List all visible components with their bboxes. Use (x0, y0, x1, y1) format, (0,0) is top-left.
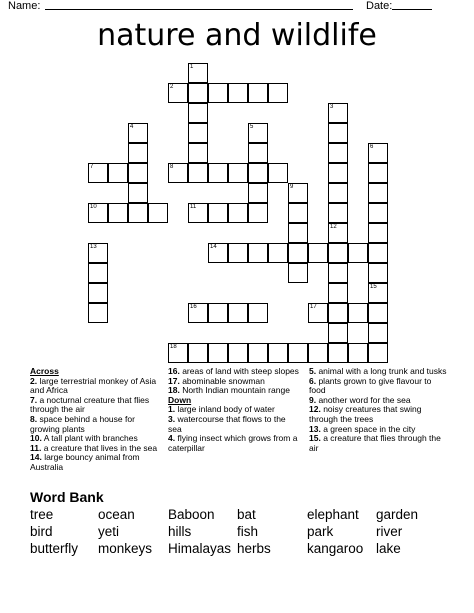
clue-number: 17. (168, 375, 180, 386)
grid-cell[interactable] (228, 83, 248, 103)
clue-text: a green space in the city (320, 423, 416, 434)
clue-number-label: 6 (370, 144, 374, 150)
grid-cell[interactable] (288, 343, 308, 363)
clue-number-label: 8 (170, 164, 174, 170)
grid-cell[interactable] (208, 203, 228, 223)
grid-cell[interactable] (128, 183, 148, 203)
grid-cell[interactable] (208, 243, 228, 263)
grid-cell[interactable] (368, 203, 388, 223)
grid-cell[interactable] (188, 83, 208, 103)
clue-number-label: 14 (210, 244, 217, 250)
clue-text: space behind a house for growing plants (30, 413, 135, 434)
grid-cell[interactable] (208, 343, 228, 363)
clue-text: abominable snowman (179, 375, 265, 386)
grid-cell[interactable] (88, 163, 108, 183)
clue-number-label: 10 (90, 204, 97, 210)
grid-cell[interactable] (168, 83, 188, 103)
grid-cell[interactable] (348, 343, 368, 363)
grid-cell[interactable] (328, 183, 348, 203)
clue-item (309, 377, 447, 396)
word-bank-word: elephant (307, 507, 359, 522)
grid-cell[interactable] (108, 203, 128, 223)
clue-item (30, 396, 158, 415)
word-bank-word: tree (30, 507, 54, 522)
grid-cell[interactable] (248, 203, 268, 223)
grid-cell[interactable] (328, 323, 348, 343)
clue-number-label: 7 (90, 164, 94, 170)
word-bank-word: garden (376, 507, 419, 522)
grid-cell[interactable] (248, 83, 268, 103)
word-bank-word: river (376, 524, 403, 539)
clue-number-label: 2 (170, 84, 174, 90)
clue-number: 10. (30, 433, 42, 444)
clue-text: noisy creatures that swing through the trees (309, 404, 422, 424)
clue-number: 15. (309, 433, 321, 444)
clue-text: North Indian mountain range (179, 385, 290, 396)
grid-cell[interactable] (248, 143, 268, 163)
grid-cell[interactable] (188, 143, 208, 163)
clue-number-label: 18 (170, 344, 177, 350)
word-bank-word: park (307, 524, 334, 539)
clue-text: A tall plant with branches (41, 433, 138, 444)
grid-cell[interactable] (328, 243, 348, 263)
clue-item (168, 434, 300, 453)
grid-cell[interactable] (88, 303, 108, 323)
clue-number: 4. (168, 433, 176, 444)
grid-cell[interactable] (368, 223, 388, 243)
clue-number-label: 15 (370, 284, 377, 290)
grid-cell[interactable] (188, 163, 208, 183)
grid-cell[interactable] (328, 123, 348, 143)
clue-item (30, 415, 158, 434)
clue-number-label: 16 (190, 304, 197, 310)
clue-text: animal with a long trunk and tusks (316, 366, 447, 376)
page-title: nature and wildlife (97, 18, 377, 53)
grid-cell[interactable] (308, 303, 328, 323)
grid-cell[interactable] (288, 183, 308, 203)
grid-cell[interactable] (328, 343, 348, 363)
grid-cell[interactable] (368, 323, 388, 343)
grid-cell[interactable] (368, 183, 388, 203)
grid-cell[interactable] (268, 243, 288, 263)
grid-cell[interactable] (88, 283, 108, 303)
grid-cell[interactable] (208, 303, 228, 323)
clue-number-label: 4 (130, 124, 134, 130)
clue-number: 16. (168, 366, 180, 376)
grid-cell[interactable] (248, 243, 268, 263)
grid-cell[interactable] (288, 243, 308, 263)
grid-cell[interactable] (308, 243, 328, 263)
clue-text: a creature that flies through the air (309, 433, 441, 453)
clues-column-1 (30, 367, 158, 473)
clue-text: another word for the sea (316, 394, 411, 405)
grid-cell[interactable] (168, 163, 188, 183)
clue-number: 12. (309, 404, 321, 415)
grid-cell[interactable] (268, 83, 288, 103)
word-bank-word: Baboon (168, 507, 215, 522)
name-label: Name: (8, 0, 41, 12)
grid-cell[interactable] (208, 83, 228, 103)
grid-cell[interactable] (348, 303, 368, 323)
grid-cell[interactable] (248, 123, 268, 143)
clues-column-3 (309, 367, 447, 453)
grid-cell[interactable] (368, 283, 388, 303)
grid-cell[interactable] (188, 103, 208, 123)
down-heading: Down (168, 394, 192, 405)
grid-cell[interactable] (128, 163, 148, 183)
grid-cell[interactable] (188, 63, 208, 83)
grid-cell[interactable] (228, 303, 248, 323)
clue-text: large bouncy animal from Australia (30, 452, 140, 472)
grid-cell[interactable] (368, 263, 388, 283)
clue-number-label: 9 (290, 184, 294, 190)
grid-cell[interactable] (248, 343, 268, 363)
grid-cell[interactable] (368, 243, 388, 263)
grid-cell[interactable] (228, 203, 248, 223)
grid-cell[interactable] (228, 243, 248, 263)
grid-cell[interactable] (228, 163, 248, 183)
grid-cell[interactable] (368, 143, 388, 163)
clue-number: 3. (168, 413, 176, 424)
word-bank-word: ocean (98, 507, 135, 522)
clue-item (30, 377, 158, 396)
grid-cell[interactable] (188, 343, 208, 363)
grid-cell[interactable] (368, 343, 388, 363)
grid-cell[interactable] (168, 343, 188, 363)
clue-number: 5. (309, 366, 317, 376)
grid-cell[interactable] (188, 203, 208, 223)
clue-number: 1. (168, 404, 176, 415)
grid-cell[interactable] (328, 303, 348, 323)
clue-text: a nocturnal creature that flies through the air (30, 394, 150, 415)
clue-text: large terrestrial monkey of Asia and Africa (30, 375, 157, 396)
grid-cell[interactable] (368, 303, 388, 323)
word-bank-word: fish (237, 524, 259, 539)
grid-cell[interactable] (248, 183, 268, 203)
clue-number: 14. (30, 452, 42, 463)
grid-cell[interactable] (128, 143, 148, 163)
grid-cell[interactable] (328, 203, 348, 223)
clue-text: areas of land with steep slopes (179, 366, 299, 376)
grid-cell[interactable] (148, 203, 168, 223)
grid-cell[interactable] (88, 243, 108, 263)
clue-number-label: 3 (330, 104, 334, 110)
word-bank-word: herbs (237, 541, 271, 556)
grid-cell[interactable] (268, 343, 288, 363)
word-bank-word: lake (376, 541, 401, 556)
clue-item (168, 415, 300, 434)
grid-cell[interactable] (248, 163, 268, 183)
clue-text: plants grown to give flavour to food (309, 375, 432, 396)
clue-text: flying insect which grows from a caterpillar (168, 433, 298, 453)
clue-number: 11. (30, 442, 42, 453)
grid-cell[interactable] (128, 123, 148, 143)
grid-cell[interactable] (288, 203, 308, 223)
clue-number-label: 17 (310, 304, 317, 310)
word-bank-word: butterfly (30, 541, 79, 556)
word-bank-word: yeti (98, 524, 120, 539)
word-bank-word: bird (30, 524, 53, 539)
across-heading: Across (30, 366, 59, 376)
grid-cell[interactable] (328, 223, 348, 243)
grid-cell[interactable] (268, 163, 288, 183)
grid-cell[interactable] (228, 343, 248, 363)
clue-number: 2. (30, 375, 38, 386)
grid-cell[interactable] (328, 163, 348, 183)
grid-cell[interactable] (348, 243, 368, 263)
grid-cell[interactable] (108, 163, 128, 183)
grid-cell[interactable] (248, 303, 268, 323)
clue-number: 7. (30, 394, 38, 405)
clue-item (309, 405, 447, 424)
word-bank-word: bat (237, 507, 256, 522)
clue-number-label: 1 (190, 64, 194, 70)
clue-item (309, 434, 447, 453)
grid-cell[interactable] (328, 143, 348, 163)
word-bank-word: hills (168, 524, 192, 539)
across-clue-list (30, 377, 158, 473)
grid-cell[interactable] (368, 163, 388, 183)
date-label: Date: (366, 0, 393, 12)
grid-cell[interactable] (288, 263, 308, 283)
clue-number: 9. (309, 394, 317, 405)
down-clue-list-cont (309, 367, 447, 453)
word-bank-word: monkeys (98, 541, 153, 556)
clue-number-label: 11 (190, 204, 197, 210)
word-bank-title: Word Bank (30, 489, 104, 505)
grid-cell[interactable] (88, 263, 108, 283)
clue-number: 18. (168, 385, 180, 396)
clue-text: a creature that lives in the sea (41, 442, 158, 453)
clue-number-label: 5 (250, 124, 254, 130)
grid-cell[interactable] (308, 343, 328, 363)
grid-cell[interactable] (188, 123, 208, 143)
clue-number: 13. (309, 423, 321, 434)
grid-cell[interactable] (188, 303, 208, 323)
grid-cell[interactable] (328, 263, 348, 283)
clue-item (30, 453, 158, 472)
clues-column-2 (168, 367, 300, 453)
grid-cell[interactable] (128, 203, 148, 223)
grid-cell[interactable] (208, 163, 228, 183)
word-bank-word: Himalayas (168, 541, 232, 556)
clue-number-label: 12 (330, 224, 337, 230)
grid-cell[interactable] (88, 203, 108, 223)
down-clue-list (168, 405, 300, 453)
clue-number-label: 13 (90, 244, 97, 250)
clue-number: 8. (30, 413, 38, 424)
grid-cell[interactable] (328, 103, 348, 123)
across-clue-list-cont (168, 367, 300, 396)
grid-cell[interactable] (288, 223, 308, 243)
word-bank-word: kangaroo (307, 541, 364, 556)
clue-number: 6. (309, 375, 317, 386)
grid-cell[interactable] (328, 283, 348, 303)
clue-text: watercourse that flows to the sea (168, 413, 286, 434)
clue-text: large inland body of water (175, 404, 275, 415)
